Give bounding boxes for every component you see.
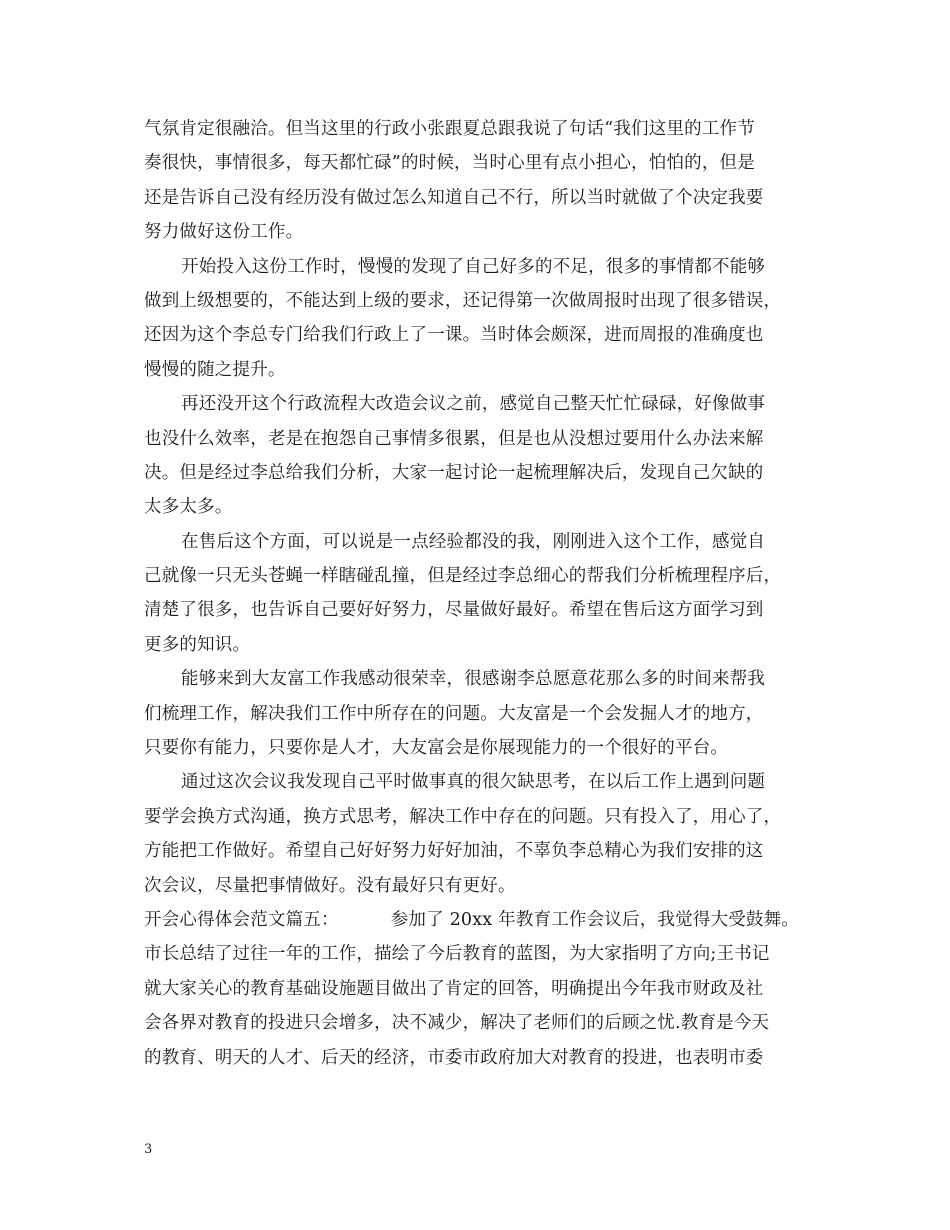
document-body [144, 112, 824, 1075]
text-line: 太多太多。 [144, 497, 233, 518]
text-line: 只要你有能力，只要你是人才，大友富会是你展现能力的一个很好的平台。 [144, 738, 729, 759]
text-line: 气氛肯定很融洽。但当这里的行政小张跟夏总跟我说了句话“我们这里的工作节 [144, 119, 755, 139]
section-heading-label: 开会心得体会范文篇五： [144, 909, 339, 930]
paragraph-first-line: 能够来到大友富工作我感动很荣幸，很感谢李总愿意花那么多的时间来帮我 [181, 669, 766, 690]
text-line: 方能把工作做好。希望自己好好努力好好加油，不辜负李总精心为我们安排的这 [144, 841, 764, 862]
text-line: 要学会换方式沟通，换方式思考，解决工作中存在的问题。只有投入了，用心了， [144, 806, 782, 827]
page-number: 3 [144, 1142, 153, 1157]
section-heading-line [144, 903, 824, 937]
text-line: 们梳理工作，解决我们工作中所存在的问题。大友富是一个会发掘人才的地方， [144, 703, 764, 724]
text-line: 做到上级想要的，不能达到上级的要求，还记得第一次做周报时出现了很多错误， [144, 290, 782, 311]
text-line: 奏很快，事情很多，每天都忙碌”的时候，当时心里有点小担心，怕怕的，但是 [144, 153, 755, 174]
text-line: 努力做好这份工作。 [144, 222, 304, 243]
text-line: 的教育、明天的人才、后天的经济，市委市政府加大对教育的投进，也表明市委 [144, 1047, 764, 1068]
paragraph-first-line: 在售后这个方面，可以说是一点经验都没的我，刚刚进入这个工作，感觉自 [181, 531, 766, 552]
text-line: 市长总结了过往一年的工作，描绘了今后教育的蓝图，为大家指明了方向;王书记 [144, 944, 770, 965]
text-line: 也没什么效率，老是在抱怨自己事情多很累，但是也从没想过要用什么办法来解 [144, 428, 764, 449]
text-line: 清楚了很多，也告诉自己要好好努力，尽量做好最好。希望在售后这方面学习到 [144, 600, 764, 621]
text-line: 会各界对教育的投进只会增多，决不减少，解决了老师们的后顾之忧.教育是今天 [144, 1013, 770, 1034]
text-line: 次会议，尽量把事情做好。没有最好只有更好。 [144, 875, 516, 896]
text-line: 慢慢的随之提升。 [144, 359, 286, 380]
text-line: 更多的知识。 [144, 634, 251, 655]
text-line: 决。但是经过李总给我们分析，大家一起讨论一起梳理解决后，发现自己欠缺的 [144, 462, 764, 483]
paragraph-first-line: 开始投入这份工作时，慢慢的发现了自己好多的不足，很多的事情都不能够 [181, 256, 766, 277]
paragraph-first-line: 通过这次会议我发现自己平时做事真的很欠缺思考，在以后工作上遇到问题 [181, 772, 766, 793]
text-line: 己就像一只无头苍蝇一样瞎碰乱撞，但是经过李总细心的帮我们分析梳理程序后， [144, 566, 782, 587]
paragraph-first-line: 再还没开这个行政流程大改造会议之前，感觉自己整天忙忙碌碌，好像做事 [181, 394, 766, 415]
text-line: 还因为这个李总专门给我们行政上了一课。当时体会颇深，进而周报的准确度也 [144, 325, 764, 346]
text-line: 还是告诉自己没有经历没有做过怎么知道自己不行，所以当时就做了个决定我要 [144, 187, 764, 208]
text-line: 就大家关心的教育基础设施题目做出了肯定的回答，明确提出今年我市财政及社 [144, 978, 764, 999]
section-heading-text: 参加了 20xx 年教育工作会议后，我觉得大受鼓舞。 [390, 909, 800, 930]
